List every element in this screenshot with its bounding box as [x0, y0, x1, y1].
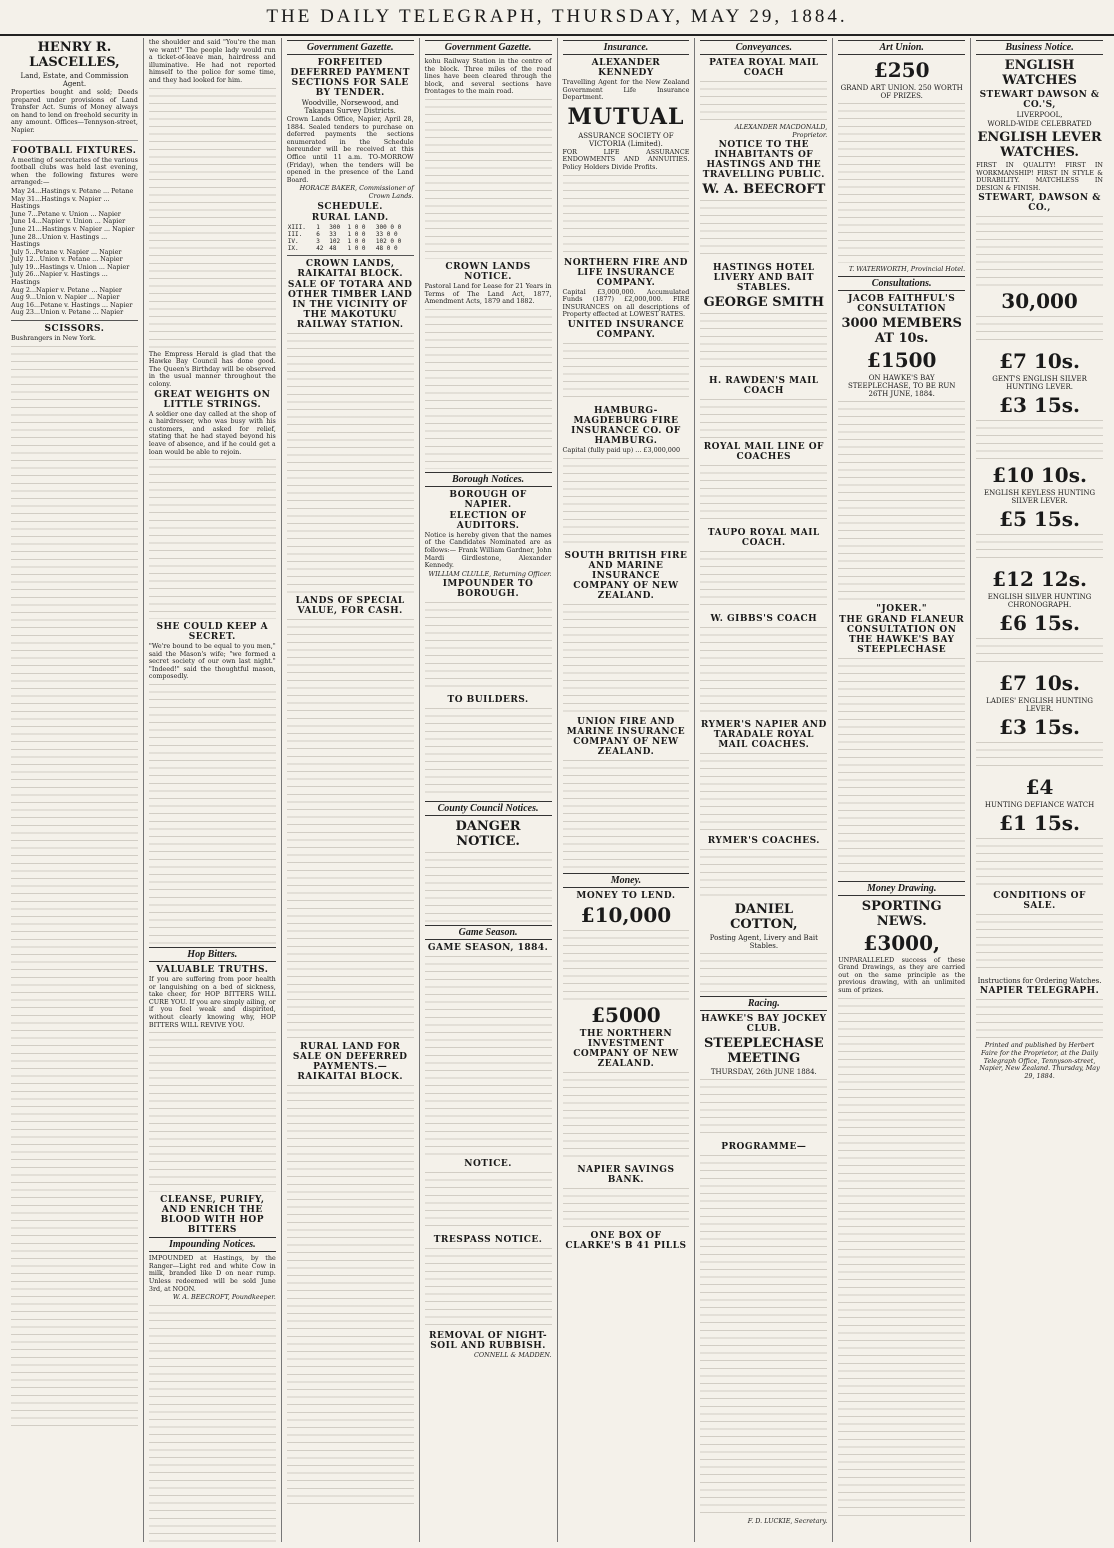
- gazette-section: Government Gazette.: [287, 40, 414, 55]
- sporting-amount: £3000,: [863, 930, 940, 955]
- english-lever: ENGLISH LEVER WATCHES.: [977, 130, 1102, 160]
- programme-sign: F. D. LUCKIE, Secretary.: [747, 1517, 828, 1526]
- news-text-block: [425, 708, 552, 798]
- fixture-line: July 19...Hastings v. Union ... Napier: [11, 262, 130, 271]
- news-text-block: [563, 175, 690, 255]
- fixture-line: Aug 23...Union v. Petane ... Napier: [11, 308, 124, 317]
- news-text-block: [425, 852, 552, 922]
- table-cell: 300: [329, 223, 341, 231]
- fixture-line: Aug 16...Petane v. Hastings ... Napier: [11, 300, 133, 309]
- election-title: ELECTION OF AUDITORS.: [449, 510, 527, 531]
- impound-sign: W. A. BEECROFT, Poundkeeper.: [172, 1293, 276, 1302]
- game-title: GAME SEASON, 1884.: [427, 943, 549, 954]
- price-6: £6 15s.: [999, 611, 1080, 636]
- column-1: [6, 38, 144, 1542]
- lascelles-ad: [11, 40, 138, 141]
- kennedy-sub: Travelling Agent for the New Zealand Government Life Insurance Department.: [562, 78, 690, 102]
- art-union-section: Art Union.: [838, 40, 965, 55]
- builders-title: TO BUILDERS.: [447, 695, 529, 706]
- sporting-title: SPORTING NEWS.: [861, 898, 942, 929]
- fixture-line: Aug 2...Napier v. Petane ... Napier: [11, 285, 122, 294]
- table-row: [287, 238, 414, 245]
- price-7: £7 10s.: [999, 671, 1080, 696]
- business-section: Business Notice.: [976, 40, 1103, 55]
- gazette-sign: HORACE BAKER, Commissioner of Crown Lands.: [299, 184, 414, 200]
- story-text: the shoulder and said "You're the man we want!" The people lady would run a ticket-of-leave man, hairdress and illuminative. He had not reported himself to the police for some time, and they had looked for him.: [148, 38, 276, 84]
- northern-body: Capital £3,000,000. Accumulated Funds (1877) £2,000,000. FIRE INSURANCES on all descriptions of Property effected at LOWEST RATES.: [562, 287, 690, 319]
- secret-heading: SHE COULD KEEP A SECRET.: [156, 622, 269, 643]
- column-7: [833, 38, 971, 1542]
- news-text-block: [976, 914, 1103, 974]
- table-cell: 102: [329, 237, 341, 245]
- price-9: £4: [1025, 775, 1054, 800]
- grand-flaneur-title: THE GRAND FLANEUR CONSULTATION ON THE HAWKE'S BAY STEEPLECHASE: [839, 614, 965, 655]
- election-body: Notice is hereby given that the names of the Candidates Nominated are as follows:— Frank William Gardner, John Mardi Girdlestone, Alexander Kennedy.: [424, 530, 552, 570]
- rural-table: [287, 224, 414, 252]
- taupo-title: TAUPO ROYAL MAIL COACH.: [707, 528, 820, 549]
- county-section: County Council Notices.: [425, 801, 552, 816]
- news-text-block: [563, 343, 690, 403]
- divider: [11, 320, 138, 321]
- price-10: £1 15s.: [999, 811, 1080, 836]
- patea-title: PATEA ROYAL MAIL COACH: [709, 58, 819, 78]
- table-cell: 33 0 0: [375, 230, 398, 238]
- news-text-block: [700, 399, 827, 439]
- hop-slogan: CLEANSE, PURIFY, AND ENRICH THE BLOOD WITH HOP BITTERS: [160, 1195, 265, 1236]
- money-drawing-section: Money Drawing.: [838, 881, 965, 896]
- trespass-title: TRESPASS NOTICE.: [433, 1235, 543, 1246]
- game-section: Game Season.: [425, 925, 552, 940]
- news-text-block: [563, 1072, 690, 1162]
- jacob-title: JACOB FAITHFUL'S CONSULTATION: [848, 293, 956, 314]
- watch-title: ENGLISH WATCHES: [1002, 58, 1077, 88]
- fixture-line: May 24...Hastings v. Petane ... Petane: [11, 186, 134, 195]
- mutual-sub: ASSURANCE SOCIETY OF VICTORIA (Limited).: [578, 131, 674, 148]
- news-text-block: [976, 638, 1103, 668]
- world-wide: WORLD-WIDE CELEBRATED: [987, 120, 1092, 128]
- news-text-block: [425, 956, 552, 1156]
- column-5: [558, 38, 696, 1542]
- impounder-title: IMPOUNDER TO BOROUGH.: [442, 579, 534, 600]
- mutual-title: MUTUAL: [567, 103, 685, 130]
- gazette-sub: Woodville, Norsewood, and Takapau Survey Districts.: [301, 99, 399, 115]
- news-text-block: [425, 309, 552, 469]
- divider: [287, 255, 414, 256]
- table-row: [287, 245, 414, 252]
- hastings-hotel-title: HASTINGS HOTEL LIVERY AND BAIT STABLES.: [712, 263, 815, 294]
- price-7-desc: LADIES' ENGLISH HUNTING LEVER.: [986, 697, 1093, 714]
- column-4: [420, 38, 558, 1542]
- election-sign: WILLIAM CLULLE, Returning Officer.: [428, 569, 552, 578]
- patea-sign: ALEXANDER MACDONALD, Proprietor.: [734, 123, 828, 139]
- price-5-desc: ENGLISH SILVER HUNTING CHRONOGRAPH.: [987, 593, 1092, 610]
- impounding-section: Impounding Notices.: [149, 1237, 276, 1252]
- union-title: UNION FIRE AND MARINE INSURANCE COMPANY OF NEW ZEALAND.: [566, 716, 686, 757]
- fixtures-list: [11, 188, 138, 317]
- borough-title: BOROUGH OF NAPIER.: [449, 489, 527, 510]
- news-text-block: [838, 103, 965, 263]
- column-2: [144, 38, 282, 1542]
- notice-title: NOTICE.: [464, 1159, 512, 1170]
- fixture-line: July 5...Petane v. Napier ... Napier: [11, 247, 122, 256]
- news-text-block: [149, 684, 276, 944]
- fixture-line: June 28...Union v. Hastings ... Hastings: [11, 232, 108, 249]
- news-text-block: [976, 316, 1103, 346]
- price-5: £12 12s.: [992, 567, 1087, 592]
- football-intro: A meeting of secretaries of the various football clubs was held last evening, when the following fixtures were arranged:—: [11, 155, 138, 187]
- amount-5000: £5000: [591, 1002, 661, 1027]
- ad-subtitle: Land, Estate, and Commission Agent.: [20, 72, 129, 88]
- lands-heading: LANDS OF SPECIAL VALUE, FOR CASH.: [295, 595, 405, 616]
- telegraph-heading: NAPIER TELEGRAPH.: [979, 986, 1100, 997]
- news-text-block: [149, 459, 276, 619]
- gazette-title: FORFEITED DEFERRED PAYMENT SECTIONS FOR SALE BY TENDER.: [290, 58, 410, 98]
- borough-section: Borough Notices.: [425, 472, 552, 487]
- fixture-line: Aug 9...Union v. Napier ... Napier: [11, 293, 120, 302]
- conveyances-section: Conveyances.: [700, 40, 827, 55]
- page-columns: [6, 38, 1108, 1542]
- danger-title: DANGER NOTICE.: [455, 819, 521, 850]
- fixture-line: July 12...Union v. Petane ... Napier: [11, 255, 123, 264]
- table-cell: XIII.: [287, 223, 306, 231]
- rymer-title: RYMER'S NAPIER AND TARADALE ROYAL MAIL COACHES.: [700, 720, 827, 751]
- news-text-block: [563, 604, 690, 714]
- news-text-block: [700, 313, 827, 373]
- news-text-block: [149, 1305, 276, 1542]
- news-text-block: [11, 346, 138, 1426]
- fixture-line: June 21...Hastings v. Napier ... Napier: [11, 224, 135, 233]
- hop-body: If you are suffering from poor health or languishing on a bed of sickness, take cheer, for HOP BITTERS WILL CURE YOU. If you are simply ailing, or if you feel weak and dispirited, without clearly knowing why, HOP BITTERS WILL REVIVE YOU.: [148, 975, 276, 1029]
- news-text-block: [700, 753, 827, 833]
- beecroft-title: W. A. BEECROFT: [702, 182, 826, 198]
- price-3-desc: ENGLISH KEYLESS HUNTING SILVER LEVER.: [984, 489, 1096, 506]
- news-text-block: [838, 401, 965, 601]
- gazette-section: Government Gazette.: [425, 40, 552, 55]
- gibbs-title: W. GIBBS'S COACH: [710, 614, 818, 625]
- liverpool: LIVERPOOL,: [1016, 111, 1063, 119]
- price-1-desc: GENT'S ENGLISH SILVER HUNTING LEVER.: [992, 375, 1087, 392]
- big-number: 30,000: [1001, 289, 1078, 314]
- pills-title: ONE BOX OF CLARKE'S B 41 PILLS: [565, 1230, 687, 1251]
- fixture-line: June 14...Napier v. Union ... Napier: [11, 217, 126, 226]
- first-quality: FIRST IN QUALITY! FIRST IN WORKMANSHIP! FIRST IN STYLE & DURABILITY. MATCHLESS IN DESIGN & FINISH.: [976, 161, 1103, 192]
- racing-section: Racing.: [700, 996, 827, 1011]
- inhabitants-notice: NOTICE TO THE INHABITANTS OF HASTINGS AND THE TRAVELLING PUBLIC.: [702, 140, 825, 181]
- jockey-title: HAWKE'S BAY JOCKEY CLUB.: [701, 1014, 827, 1035]
- news-text-block: [700, 627, 827, 717]
- news-text-block: [976, 534, 1103, 564]
- news-text-block: [563, 458, 690, 548]
- news-text-block: [838, 658, 965, 878]
- news-text-block: [563, 930, 690, 1000]
- football-heading: FOOTBALL FIXTURES.: [12, 145, 137, 156]
- consultations-section: Consultations.: [838, 276, 965, 291]
- table-cell: 48 0 0: [375, 244, 398, 252]
- mutual-body: FOR LIFE ASSURANCE ENDOWMENTS AND ANNUITIES. Policy Holders Divide Profits.: [562, 147, 690, 171]
- crown-notice-body: Pastoral Land for Lease for 21 Years in Terms of The Land Act, 1877, Amendment Acts, 1879 and 1882.: [424, 281, 552, 306]
- price-9-desc: HUNTING DEFIANCE WATCH: [984, 801, 1095, 810]
- ad-body: Properties bought and sold; Deeds prepared under provisions of Land Transfer Act. Sums of Money always on hand to lend on freehold security in any amount. Offices—Tennyson-street, Napier.: [11, 88, 138, 134]
- table-cell: 1 0 0: [347, 230, 366, 238]
- news-text-block: [976, 999, 1103, 1039]
- fixture-line: June 7...Petane v. Union ... Napier: [11, 209, 121, 218]
- impound-notice: IMPOUNDED at Hastings, by the Ranger—Light red and white Cow in milk, branded like D on near rump. Unless redeemed will be sold June 3rd, at NOON.: [148, 1254, 276, 1293]
- news-text-block: [563, 760, 690, 870]
- table-cell: 48: [329, 244, 337, 252]
- column-3: [282, 38, 420, 1542]
- hop-title: VALUABLE TRUTHS.: [156, 965, 269, 976]
- steeplechase-title: STEEPLECHASE MEETING: [703, 1036, 824, 1067]
- fixture-line: July 26...Napier v. Hastings ... Hastings: [11, 270, 108, 287]
- price-1: £7 10s.: [999, 349, 1080, 374]
- news-text-block: [838, 998, 965, 1518]
- fixture-line: May 31...Hastings v. Napier ... Hastings: [11, 194, 110, 211]
- hamburg-capital: Capital (fully paid up) ... £3,000,000: [562, 445, 681, 454]
- south-british-title: SOUTH BRITISH FIRE AND MARINE INSURANCE COMPANY OF NEW ZEALAND.: [564, 550, 688, 601]
- news-text-block: [425, 1172, 552, 1232]
- weights-body: A soldier one day called at the shop of a hairdresser, who was busy with his customers, and asked for relief, stating that he had stayed beyond his leave of absence, and if he could get a loan would be able to rejoin.: [148, 409, 276, 456]
- crown-title: SALE OF TOTARA AND OTHER TIMBER LAND IN THE VICINITY OF THE MAKOTUKU RAILWAY STATION.: [287, 279, 413, 330]
- news-text-block: [700, 200, 827, 260]
- insurance-section: Insurance.: [563, 40, 690, 55]
- northern-title: NORTHERN FIRE AND LIFE INSURANCE COMPANY.: [564, 257, 688, 288]
- news-text-block: [287, 333, 414, 593]
- schedule-heading: SCHEDULE.: [317, 201, 383, 212]
- table-text-block: [287, 1085, 414, 1505]
- stewart-title: STEWART DAWSON & CO.'S,: [979, 90, 1100, 110]
- sporting-body: UNPARALLELED success of these Grand Drawings, as they are carried out on the same principle as the previous drawing, with an unlimited sum of prizes.: [838, 955, 966, 994]
- news-text-block: [700, 1079, 827, 1139]
- jacob-members: 3000 MEMBERS AT 10s.: [841, 315, 962, 346]
- column-6: [695, 38, 833, 1542]
- news-text-block: [976, 838, 1103, 888]
- table-row: [287, 224, 414, 231]
- price-4: £5 15s.: [999, 507, 1080, 532]
- rawden-title: H. RAWDEN'S MAIL COACH: [708, 376, 819, 397]
- rural-heading: RURAL LAND.: [311, 212, 389, 223]
- newspaper-title: THE DAILY TELEGRAPH, THURSDAY, MAY 29, 1884.: [266, 6, 848, 27]
- price-3: £10 10s.: [992, 463, 1087, 488]
- story-text: kohu Railway Station in the centre of the block. Three miles of the road lines have been cleared through the block, and several sections have frontages to the main road.: [424, 57, 552, 96]
- price-8: £3 15s.: [999, 715, 1080, 740]
- programme-heading: PROGRAMME—: [721, 1142, 807, 1153]
- scissors-intro: Bushrangers in New York.: [11, 334, 96, 343]
- news-text-block: [700, 551, 827, 611]
- table-cell: 300 0 0: [375, 223, 402, 231]
- jacob-race: ON HAWKE'S BAY STEEPLECHASE, TO BE RUN 26TH JUNE, 1884.: [847, 373, 956, 398]
- price-2: £3 15s.: [999, 393, 1080, 418]
- news-text-block: [976, 216, 1103, 286]
- art-sub: GRAND ART UNION. 250 WORTH OF PRIZES.: [840, 84, 963, 100]
- table-cell: 42: [316, 244, 324, 252]
- news-text-block: [425, 1248, 552, 1328]
- savings-title: NAPIER SAVINGS BANK.: [577, 1164, 675, 1185]
- table-cell: 33: [329, 230, 337, 238]
- table-cell: III.: [287, 230, 303, 238]
- royal-mail-title: ROYAL MAIL LINE OF COACHES: [703, 442, 824, 463]
- news-text-block: [149, 88, 276, 348]
- news-text-block: [149, 1032, 276, 1192]
- table-cell: 3: [316, 237, 320, 245]
- news-text-block: [563, 1188, 690, 1228]
- table-cell: IV.: [287, 237, 299, 245]
- weights-heading: GREAT WEIGHTS ON LITTLE STRINGS.: [154, 389, 271, 410]
- table-row: [287, 231, 414, 238]
- art-amount: £250: [873, 58, 930, 82]
- table-cell: 6: [316, 230, 320, 238]
- table-cell: 102 0 0: [375, 237, 402, 245]
- imprint: Printed and published by Herbert Faire for the Proprietor, at the Daily Telegraph Office, Tennyson-street, Napier, New Zealand. Thursday, May 29, 1884.: [979, 1041, 1100, 1080]
- news-text-block: [700, 1155, 827, 1515]
- kennedy-title: ALEXANDER KENNEDY: [591, 58, 661, 78]
- rural-sale-heading: RURAL LAND FOR SALE ON DEFERRED PAYMENTS.—RAIKAITAI BLOCK.: [292, 1041, 408, 1082]
- money-section: Money.: [563, 873, 690, 888]
- masthead: [0, 0, 1114, 36]
- amount-10000: £10,000: [580, 902, 672, 927]
- table-cell: 1 0 0: [347, 237, 366, 245]
- news-text-block: [700, 465, 827, 525]
- news-text-block: [425, 99, 552, 259]
- removal-sign: CONNELL & MADDEN.: [473, 1351, 552, 1360]
- art-sign: T. WATERWORTH, Provincial Hotel.: [848, 265, 966, 273]
- daniel-sub: Posting Agent, Livery and Bait Stables.: [709, 934, 818, 951]
- news-text-block: [700, 81, 827, 121]
- northern-invest-title: THE NORTHERN INVESTMENT COMPANY OF NEW ZEALAND.: [573, 1028, 679, 1069]
- united-title: UNITED INSURANCE COMPANY.: [567, 319, 685, 340]
- table-cell: 1: [316, 223, 320, 231]
- scissors-heading: SCISSORS.: [44, 324, 105, 335]
- news-text-block: [976, 742, 1103, 772]
- hop-bitters-section: Hop Bitters.: [149, 947, 276, 962]
- ad-title: HENRY R. LASCELLES,: [29, 40, 120, 70]
- table-cell: 1 0 0: [347, 223, 366, 231]
- instructions: Instructions for Ordering Watches.: [977, 977, 1102, 986]
- news-text-block: [700, 849, 827, 899]
- table-cell: 1 0 0: [347, 244, 366, 252]
- daniel-title: DANIEL COTTON,: [730, 902, 798, 933]
- table-cell: IX.: [287, 244, 299, 252]
- story-text: The Empress Herald is glad that the Hawke Bay Council has done good. The Queen's Birthday will be observed in the usual manner throughout the colony.: [148, 349, 276, 388]
- news-text-block: [700, 953, 827, 993]
- steeplechase-date: THURSDAY, 26th JUNE 1884.: [710, 1068, 817, 1077]
- secret-body: "We're bound to be equal to you men," said the Mason's wife; "we formed a secret society of our own last night." "Indeed!" said the thoughtful mason, composedly.: [148, 642, 276, 681]
- news-text-block: [976, 420, 1103, 460]
- money-title: MONEY TO LEND.: [576, 890, 676, 901]
- conditions-heading: CONDITIONS OF SALE.: [993, 891, 1086, 912]
- rymer2-title: RYMER'S COACHES.: [707, 836, 820, 847]
- george-smith-title: GEORGE SMITH: [703, 295, 825, 311]
- removal-title: REMOVAL OF NIGHT-SOIL AND RUBBISH.: [428, 1331, 548, 1352]
- table-text-block: [287, 619, 414, 1039]
- column-8: [971, 38, 1108, 1542]
- crown-heading: CROWN LANDS, RAIKAITAI BLOCK.: [297, 258, 404, 279]
- crown-notice-heading: CROWN LANDS NOTICE.: [445, 261, 531, 282]
- hamburg-title: HAMBURG-MAGDEBURG FIRE INSURANCE CO. OF HAMBURG.: [571, 405, 681, 446]
- gazette-body: Crown Lands Office, Napier, April 28, 1884. Sealed tenders to purchase on deferred payments the sections enumerated in the Schedule hereunder will be received at this Office until 11 a.m. TO-MORROW (Friday), when the tenders will be opened in the presence of the Land Board.: [286, 115, 414, 184]
- stewart2-title: STEWART, DAWSON & CO.,: [978, 193, 1101, 214]
- jacob-prize: £1500: [866, 347, 937, 372]
- joker-title: "JOKER.": [876, 603, 928, 614]
- news-text-block: [425, 602, 552, 692]
